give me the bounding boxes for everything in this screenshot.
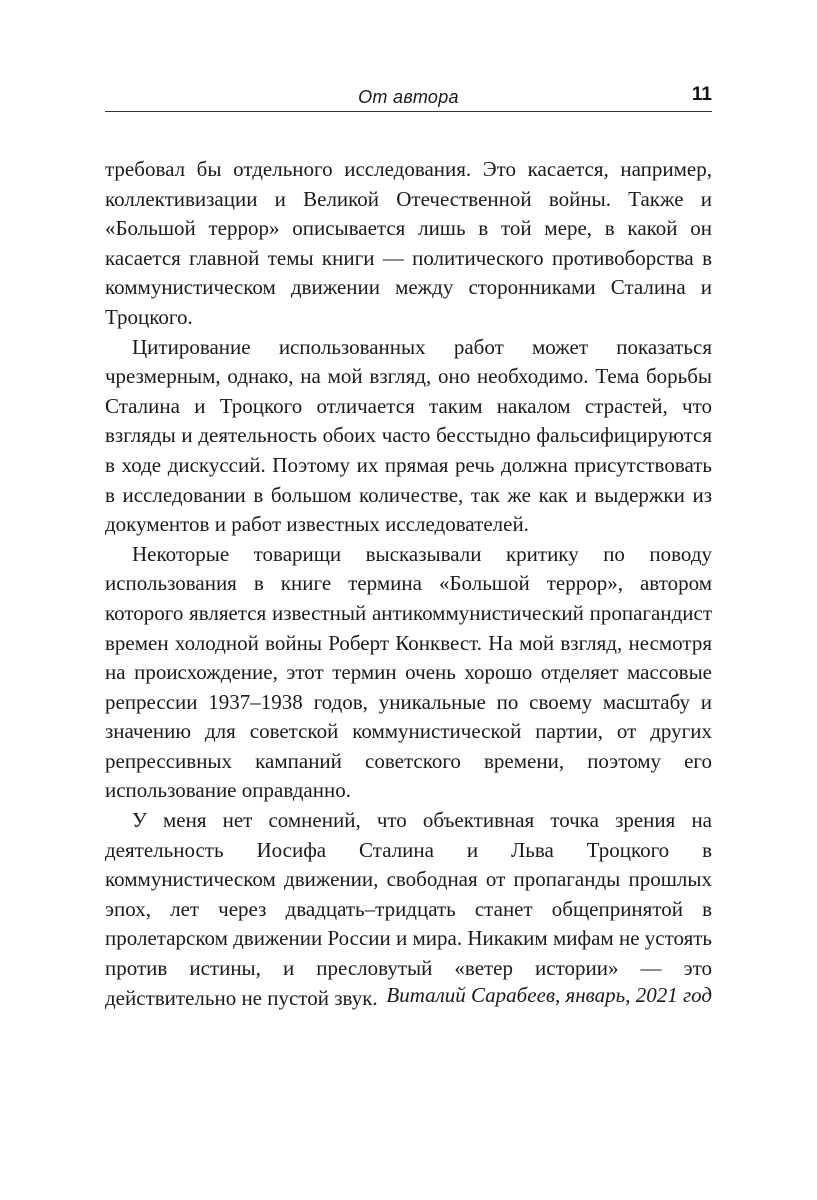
paragraph: У меня нет сомнений, что объективная точка зрения на деятельность Иосифа Сталина и Льва Троцкого в коммунистическом движении, свободная от пропаганды прошлых эпох, лет через двадцать–тридцать станет общепринятой в пролетарском движении России и мира. Никаким мифам не устоять против истины, и пресловутый «ветер истории» — это действительно не пустой звук.	[105, 808, 712, 1010]
running-head	[105, 84, 712, 110]
body-text	[105, 155, 712, 1013]
page-number: 11	[691, 84, 712, 105]
paragraph-continued: требовал бы отдельного исследования. Это касается, например, коллективизации и Великой Отечественной войны. Также и «Большой террор» описывается лишь в той мере, в какой он касается главной темы книги — политического противоборства в коммунистическом движении между сторонниками Сталина и Троцкого.	[105, 157, 712, 329]
paragraph: Некоторые товарищи высказывали критику по поводу использования в книге термина «Большой террор», автором которого является известный антикоммунистический пропагандист времен холодной войны Роберт Конквест. На мой взгляд, несмотря на происхождение, этот термин очень хорошо отделяет массовые репрессии 1937–1938 годов, уникальные по своему масштабу и значению для советской коммунистической партии, от других репрессивных кампаний советского времени, поэтому его использование оправданно.	[105, 541, 712, 803]
paragraph: Цитирование использованных работ может показаться чрезмерным, однако, на мой взгляд, оно необходимо. Тема борьбы Сталина и Троцкого отличается таким накалом страстей, что взгляды и деятельность обоих часто бесстыдно фальсифицируются в ходе дискуссий. Поэтому их прямая речь должна присутствовать в исследовании в большом количестве, так же как и выдержки из документов и работ известных исследователей.	[105, 334, 712, 537]
header-rule	[105, 111, 712, 112]
author-signature: Виталий Сарабеев, январь, 2021 год	[386, 983, 712, 1007]
running-title: От автора	[358, 87, 459, 107]
